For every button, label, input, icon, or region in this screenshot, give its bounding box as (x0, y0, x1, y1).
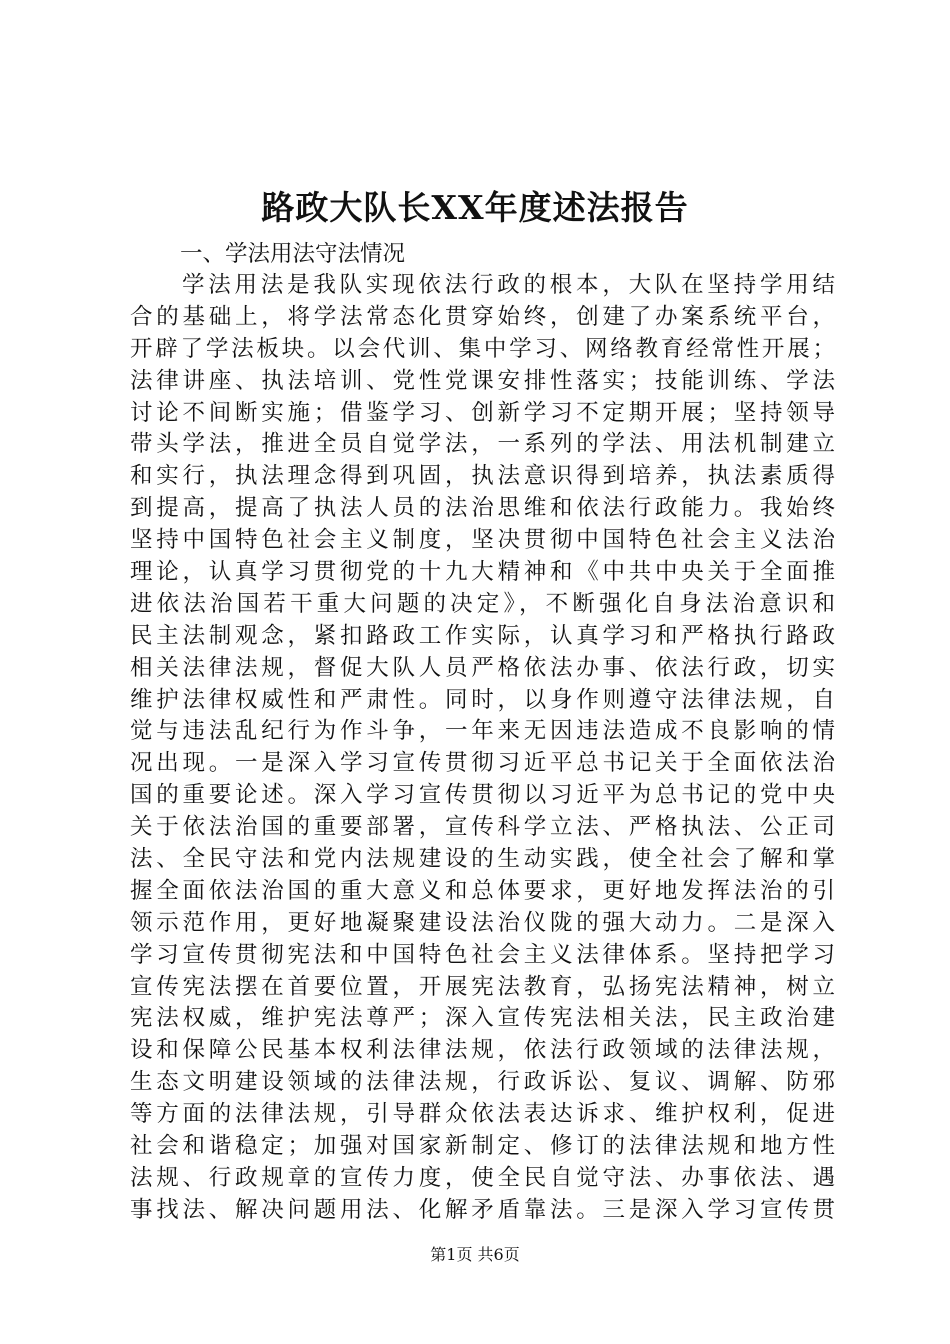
body-line: 觉与违法乱纪行为作斗争，一年来无因违法造成不良影响的情 (130, 718, 835, 745)
body-line: 理论，认真学习贯彻党的十九大精神和《中共中央关于全面推 (130, 559, 835, 586)
body-line: 学法用法是我队实现依法行政的根本，大队在坚持学用结 (182, 272, 835, 298)
body-line: 相关法律法规，督促大队人员严格依法办事、依法行政，切实 (130, 654, 835, 681)
body-line: 法律讲座、执法培训、党性党课安排性落实；技能训练、学法 (130, 367, 835, 394)
body-line: 法规、行政规章的宣传力度，使全民自觉守法、办事依法、遇 (130, 1164, 835, 1191)
body-line: 讨论不间断实施；借鉴学习、创新学习不定期开展；坚持领导 (130, 399, 835, 426)
body-line: 带头学法，推进全员自觉学法，一系列的学法、用法机制建立 (130, 431, 835, 458)
body-line: 生态文明建设领域的法律法规，行政诉讼、复议、调解、防邪 (130, 1069, 835, 1096)
body-line: 到提高，提高了执法人员的法治思维和依法行政能力。我始终 (130, 495, 835, 522)
body-line: 关于依法治国的重要部署，宣传科学立法、严格执法、公正司 (130, 814, 835, 841)
body-line: 宣传宪法摆在首要位置，开展宪法教育，弘扬宪法精神，树立 (130, 973, 835, 1000)
body-line: 进依法治国若干重大问题的决定》，不断强化自身法治意识和 (130, 590, 835, 617)
document-body (130, 270, 835, 1227)
body-line: 设和保障公民基本权利法律法规，依法行政领域的法律法规， (130, 1037, 835, 1064)
body-line: 学习宣传贯彻宪法和中国特色社会主义法律体系。坚持把学习 (130, 941, 835, 968)
section-heading: 一、学法用法守法情况 (180, 241, 406, 267)
body-line: 等方面的法律法规，引导群众依法表达诉求、维护权利，促进 (130, 1101, 835, 1128)
body-line: 开辟了学法板块。以会代训、集中学习、网络教育经常性开展； (130, 335, 835, 362)
body-line: 事找法、解决问题用法、化解矛盾靠法。三是深入学习宣传贯 (130, 1196, 835, 1223)
document-title: 路政大队长XX年度述法报告 (261, 188, 689, 227)
body-line: 宪法权威，维护宪法尊严；深入宣传宪法相关法，民主政治建 (130, 1005, 835, 1032)
body-line: 民主法制观念，紧扣路政工作实际，认真学习和严格执行路政 (130, 622, 835, 649)
body-line: 领示范作用，更好地凝聚建设法治仪陇的强大动力。二是深入 (130, 909, 835, 936)
body-line: 坚持中国特色社会主义制度，坚决贯彻中国特色社会主义法治 (130, 527, 835, 554)
body-line: 维护法律权威性和严肃性。同时，以身作则遵守法律法规，自 (130, 686, 835, 713)
body-line: 社会和谐稳定；加强对国家新制定、修订的法律法规和地方性 (130, 1133, 835, 1160)
body-line: 国的重要论述。深入学习宣传贯彻以习近平为总书记的党中央 (130, 782, 835, 809)
body-line: 和实行，执法理念得到巩固，执法意识得到培养，执法素质得 (130, 463, 835, 490)
body-line: 握全面依法治国的重大意义和总体要求，更好地发挥法治的引 (130, 877, 835, 904)
body-line: 况出现。一是深入学习宣传贯彻习近平总书记关于全面依法治 (130, 750, 835, 777)
body-line: 法、全民守法和党内法规建设的生动实践，使全社会了解和掌 (130, 846, 835, 873)
page-number-footer: 第1页 共6页 (430, 1245, 520, 1264)
body-line: 合的基础上，将学法常态化贯穿始终，创建了办案系统平台， (130, 303, 835, 330)
